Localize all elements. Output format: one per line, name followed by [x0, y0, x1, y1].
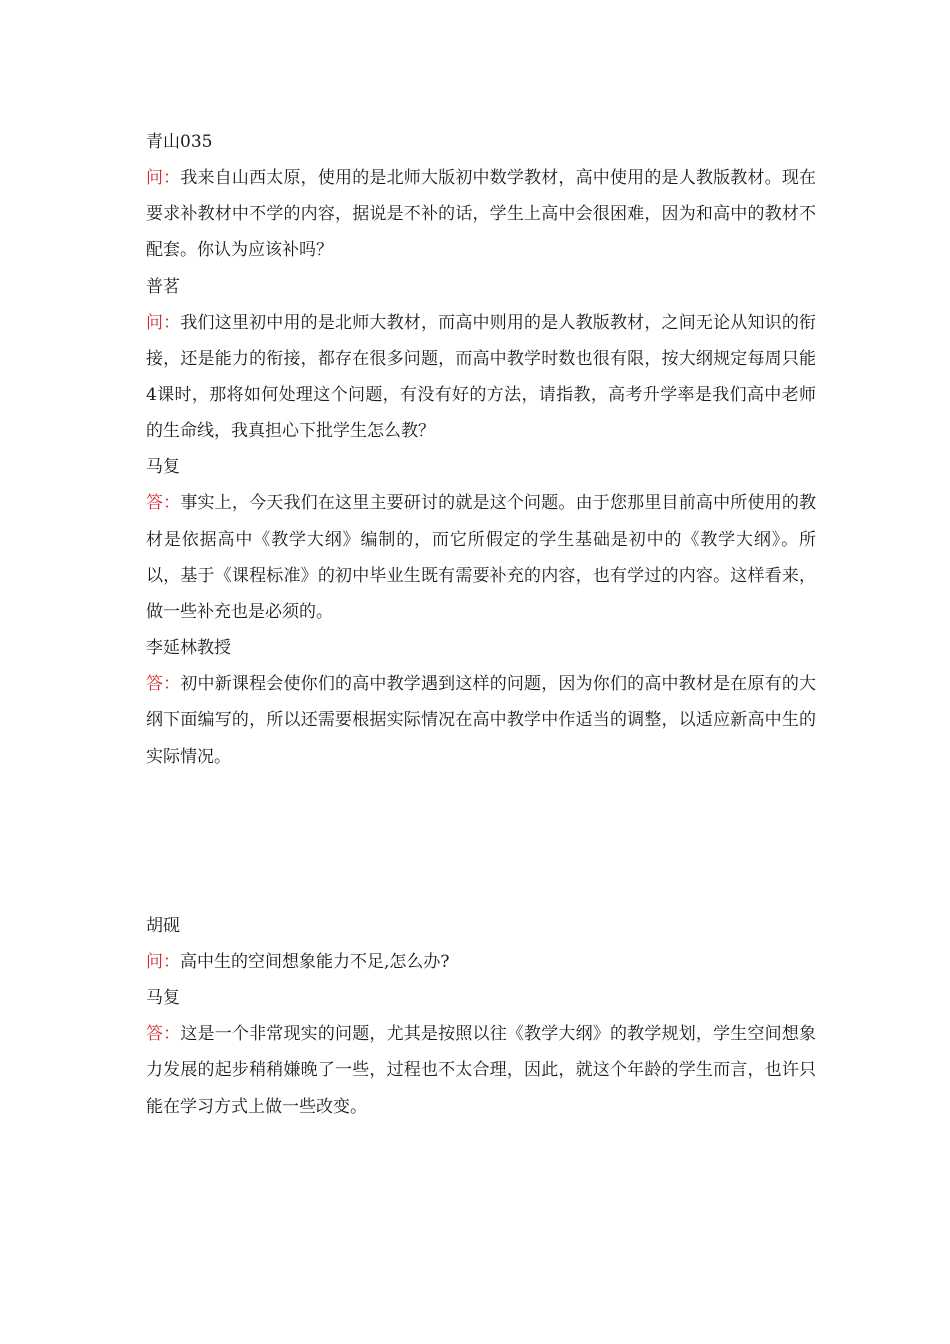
speaker-name: 胡砚: [146, 916, 180, 936]
qa-section-1: [146, 124, 816, 775]
question-text: 我们这里初中用的是北师大教材，而高中则用的是人教版教材，之间无论从知识的衔接，还是能力的衔接，都存在很多问题，而高中教学时数也很有限，按大纲规定每周只能4课时，那将如何处理这个问题，有没有好的方法，请指教，高考升学率是我们高中老师的生命线，我真担心下批学生怎么教？: [146, 312, 817, 442]
question-label: 问：: [146, 952, 180, 972]
answer-entry: [146, 1016, 816, 1125]
answer-label: 答：: [146, 674, 181, 695]
speaker-name: 马复: [146, 457, 180, 478]
answer-label: 答：: [146, 493, 181, 514]
answer-text: 事实上，今天我们在这里主要研讨的就是这个问题。由于您那里目前高中所使用的教材是依据高中《教学大纲》编制的，而它所假定的学生基础是初中的《教学大纲》。所以，基于《课程标准》的初中毕业生既有需要补充的内容，也有学过的内容。这样看来，做一些补充也是必须的。: [146, 493, 817, 623]
answer-text: 这是一个非常现实的问题，尤其是按照以往《教学大纲》的教学规划，学生空间想象力发展的起步稍稍嫌晚了一些，过程也不太合理，因此，就这个年龄的学生而言，也许只能在学习方式上做一些改变。: [146, 1024, 817, 1117]
question-label: 问：: [146, 312, 181, 333]
qa-section-2: [146, 908, 816, 1125]
answer-entry: [146, 485, 816, 630]
question-label: 问：: [146, 168, 181, 188]
question-entry: [146, 305, 816, 450]
answer-entry: [146, 666, 816, 775]
question-entry: [146, 160, 816, 269]
speaker-name: 马复: [146, 988, 180, 1009]
question-text: 我来自山西太原，使用的是北师大版初中数学教材，高中使用的是人教版教材。现在要求补教材中不学的内容，据说是不补的话，学生上高中会很困难，因为和高中的教材不配套。你认为应该补吗？: [146, 168, 817, 261]
speaker-name: 普茗: [146, 276, 180, 297]
question-text: 高中生的空间想象能力不足,怎么办?: [180, 952, 450, 972]
speaker-name: 青山035: [146, 132, 213, 152]
answer-text: 初中新课程会使你们的高中教学遇到这样的问题，因为你们的高中教材是在原有的大纲下面编写的，所以还需要根据实际情况在高中教学中作适当的调整，以适应新高中生的实际情况。: [146, 674, 817, 767]
question-entry: [146, 944, 816, 980]
answer-label: 答：: [146, 1024, 181, 1045]
speaker-name: 李延林教授: [146, 638, 231, 659]
